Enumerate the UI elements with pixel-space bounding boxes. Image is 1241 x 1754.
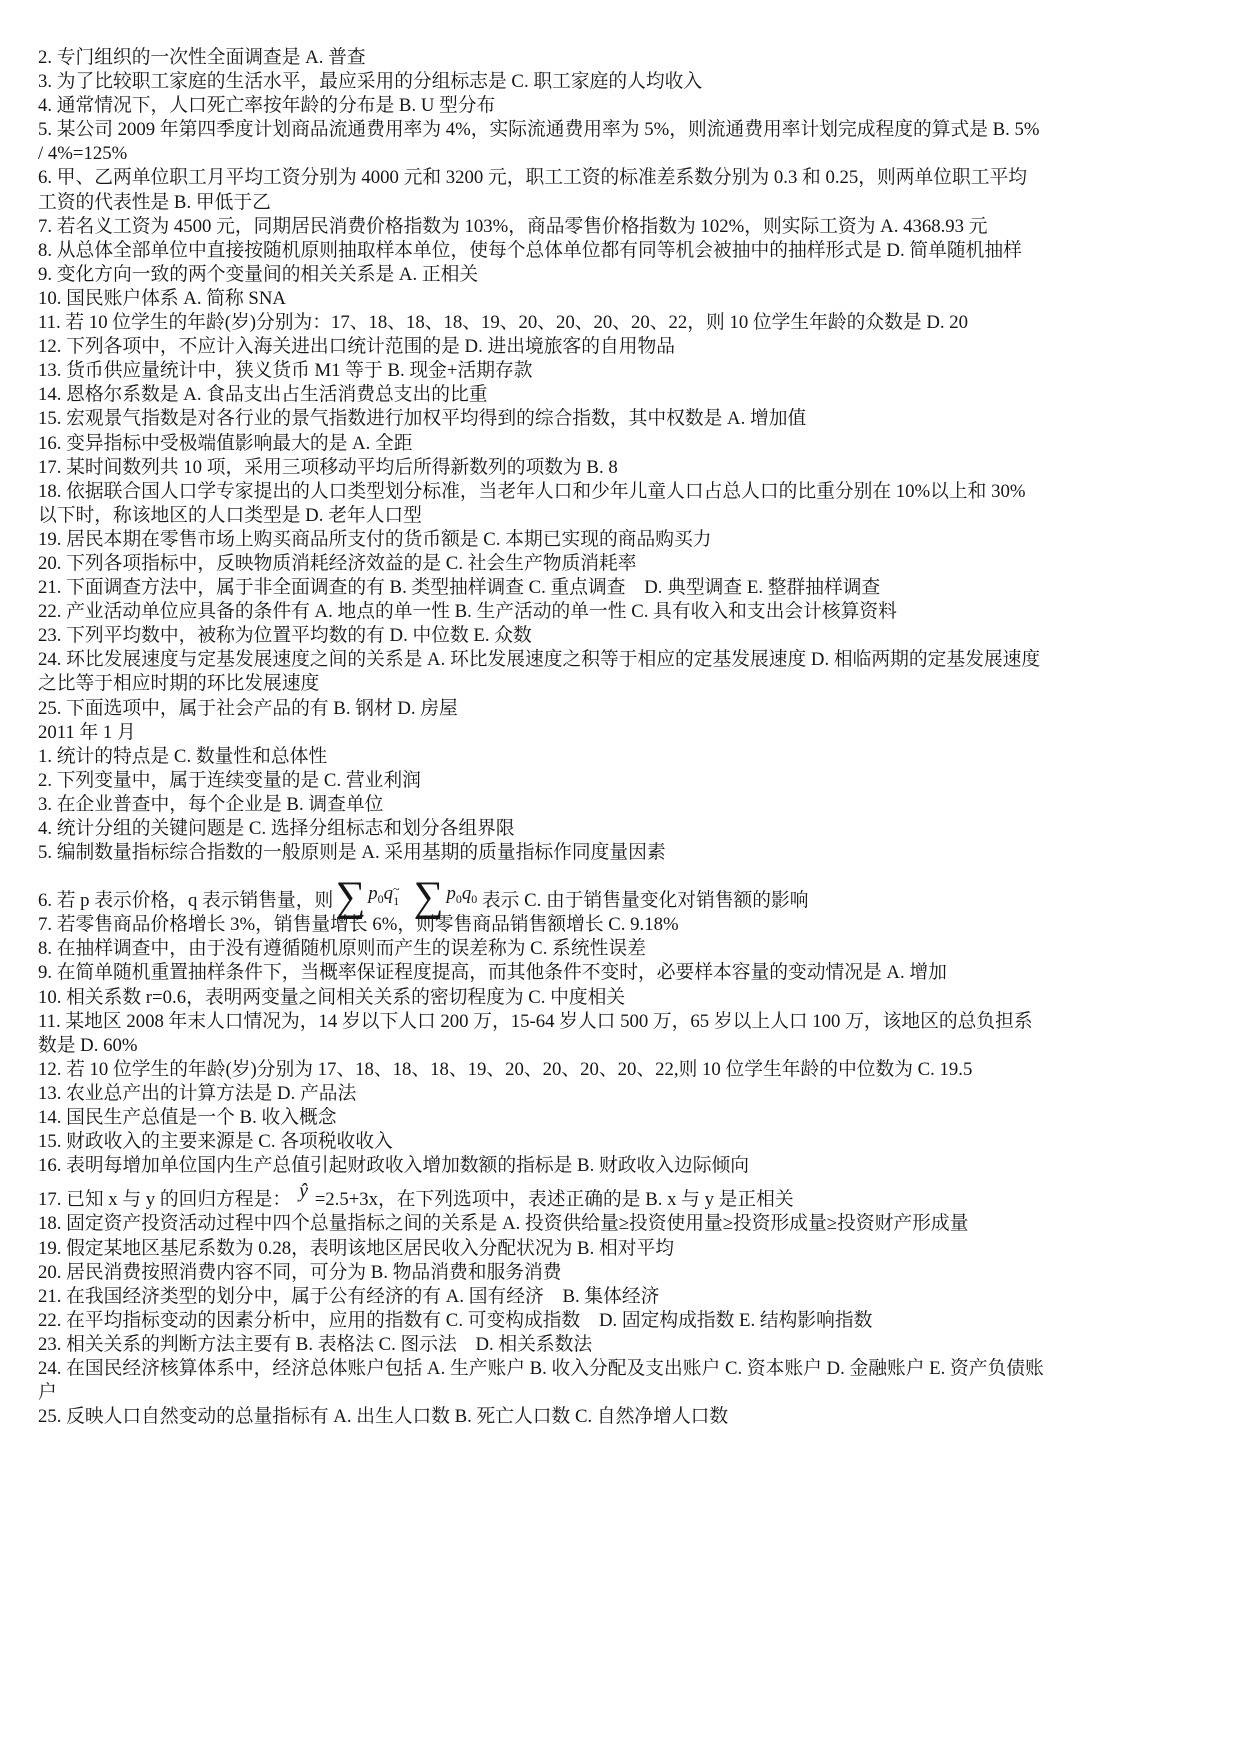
question-item: 2. 专门组织的一次性全面调查是 A. 普查 xyxy=(38,47,366,68)
summation-symbol: ∑ xyxy=(413,874,444,921)
question-item: 14. 国民生产总值是一个 B. 收入概念 xyxy=(38,1107,337,1129)
question-item: 5. 某公司 2009 年第四季度计划商品流通费用率为 4%，实际流通费用率为 5%，则流通费用率计划完成程度的算式是 B. 5% / 4%=125% xyxy=(38,119,1045,165)
question-item: 10. 国民账户体系 A. 简称 SNA xyxy=(38,287,286,309)
formula-subscript: 0 xyxy=(471,892,478,907)
formula-subscript: 1 xyxy=(393,894,400,909)
question-item: 23. 下列平均数中，被称为位置平均数的有 D. 中位数 E. 众数 xyxy=(38,625,532,647)
y-hat-symbol: ŷ xyxy=(299,1180,309,1203)
question-item: 12. 下列各项中，不应计入海关进出口统计范围的是 D. 进出境旅客的自用物品 xyxy=(38,336,675,358)
question-item: 21. 在我国经济类型的划分中，属于公有经济的有 A. 国有经济 B. 集体经济 xyxy=(38,1285,660,1307)
question-item: 6. 甲、乙两单位职工月平均工资分别为 4000 元和 3200 元，职工工资的标准差系数分别为 0.3 和 0.25，则两单位职工平均工资的代表性是 B. 甲低于乙 xyxy=(38,167,1028,213)
question-list-section-1 xyxy=(38,46,1044,721)
question-item: 16. 变异指标中受极端值影响最大的是 A. 全距 xyxy=(38,432,413,454)
question-item: 24. 环比发展速度与定基发展速度之间的关系是 A. 环比发展速度之积等于相应的定基发展速度 D. 相临两期的定基发展速度之比等于相应时期的环比发展速度 xyxy=(38,649,1041,695)
question-item: 2. 下列变量中，属于连续变量的是 C. 营业利润 xyxy=(38,769,421,791)
formula-variable: q xyxy=(383,883,394,905)
document-body xyxy=(38,46,1044,1429)
question-item: 17. 某时间数列共 10 项，采用三项移动平均后所得新数列的项数为 B. 8 xyxy=(38,456,618,478)
question-item-with-formula xyxy=(38,865,1044,921)
formula-superscript: ~ xyxy=(393,882,400,897)
summation-symbol: ∑ xyxy=(335,874,366,921)
question-item: 20. 居民消费按照消费内容不同，可分为 B. 物品消费和服务消费 xyxy=(38,1261,562,1283)
question-item: 1. 统计的特点是 C. 数量性和总体性 xyxy=(38,745,328,767)
question-item: 11. 若 10 位学生的年龄(岁)分别为：17、18、18、18、19、20、20、20、20、22，则 10 位学生年龄的众数是 D. 20 xyxy=(38,312,969,334)
question-item: 15. 宏观景气指数是对各行业的景气指数进行加权平均得到的综合指数，其中权数是 A. 增加值 xyxy=(38,408,807,430)
question-item: 3. 为了比较职工家庭的生活水平，最应采用的分组标志是 C. 职工家庭的人均收入 xyxy=(38,71,703,93)
question-text: 表示 C. 由于销售量变化对销售额的影响 xyxy=(477,890,809,912)
question-item: 15. 财政收入的主要来源是 C. 各项税收收入 xyxy=(38,1131,393,1153)
question-item: 7. 若零售商品价格增长 3%，销售量增长 6%，则零售商品销售额增长 C. 9.18% xyxy=(38,914,679,936)
question-item: 19. 居民本期在零售市场上购买商品所支付的货币额是 C. 本期已实现的商品购买力 xyxy=(38,528,712,550)
question-item: 8. 从总体全部单位中直接按随机原则抽取样本单位，使每个总体单位都有同等机会被抽中的抽样形式是 D. 简单随机抽样 xyxy=(38,239,1022,261)
formula-subscript: 0 xyxy=(377,892,384,907)
question-item: 25. 下面选项中，属于社会产品的有 B. 钢材 D. 房屋 xyxy=(38,697,458,719)
question-item: 16. 表明每增加单位国内生产总值引起财政收入增加数额的指标是 B. 财政收入边际倾向 xyxy=(38,1155,749,1177)
question-item: 7. 若名义工资为 4500 元，同期居民消费价格指数为 103%，商品零售价格指数为 102%，则实际工资为 A. 4368.93 元 xyxy=(38,215,988,237)
question-item: 11. 某地区 2008 年末人口情况为，14 岁以下人口 200 万，15-64 岁人口 500 万，65 岁以上人口 100 万，该地区的总负担系数是 D. 60% xyxy=(38,1010,1033,1056)
formula-script-stack xyxy=(393,883,400,907)
question-item: 19. 假定某地区基尼系数为 0.28，表明该地区居民收入分配状况为 B. 相对平均 xyxy=(38,1237,674,1259)
question-item: 22. 在平均指标变动的因素分析中，应用的指数有 C. 可变构成指数 D. 固定构成指数 E. 结构影响指数 xyxy=(38,1309,873,1331)
question-item: 9. 变化方向一致的两个变量间的相关关系是 A. 正相关 xyxy=(38,263,479,285)
question-item: 13. 货币供应量统计中，狭义货币 M1 等于 B. 现金+活期存款 xyxy=(38,360,533,382)
question-item: 8. 在抽样调查中，由于没有遵循随机原则而产生的误差称为 C. 系统性误差 xyxy=(38,938,646,960)
question-item: 25. 反映人口自然变动的总量指标有 A. 出生人口数 B. 死亡人口数 C. 自然净增人口数 xyxy=(38,1406,729,1428)
formula-variable: p xyxy=(368,883,378,905)
question-item: 23. 相关关系的判断方法主要有 B. 表格法 C. 图示法 D. 相关系数法 xyxy=(38,1333,593,1355)
question-item: 5. 编制数量指标综合指数的一般原则是 A. 采用基期的质量指标作同度量因素 xyxy=(38,842,666,864)
formula-subscript: 0 xyxy=(455,892,462,907)
formula-term xyxy=(446,885,477,905)
question-item: 18. 依据联合国人口学专家提出的人口类型划分标准，当老年人口和少年儿童人口占总人口的比重分别在 10%以上和 30%以下时，称该地区的人口类型是 D. 老年人口型 xyxy=(38,480,1026,526)
question-item: 14. 恩格尔系数是 A. 食品支出占生活消费总支出的比重 xyxy=(38,384,488,406)
question-item-with-formula xyxy=(38,1178,1044,1212)
question-item: 21. 下面调查方法中，属于非全面调查的有 B. 类型抽样调查 C. 重点调查 D. 典型调查 E. 整群抽样调查 xyxy=(38,577,881,599)
question-item: 4. 通常情况下，人口死亡率按年龄的分布是 B. U 型分布 xyxy=(38,95,496,117)
question-text: =2.5+3x，在下列选项中，表述正确的是 B. x 与 y 是正相关 xyxy=(310,1189,794,1211)
question-text: 6. 若 p 表示价格，q 表示销售量，则 xyxy=(38,890,334,912)
question-list-section-2 xyxy=(38,745,1044,1430)
question-item: 20. 下列各项指标中，反映物质消耗经济效益的是 C. 社会生产物质消耗率 xyxy=(38,552,637,574)
section-heading: 2011 年 1 月 xyxy=(38,721,136,743)
question-item: 3. 在企业普查中，每个企业是 B. 调查单位 xyxy=(38,793,384,815)
question-item: 9. 在简单随机重置抽样条件下，当概率保证程度提高，而其他条件不变时，必要样本容量的变动情况是 A. 增加 xyxy=(38,962,947,984)
question-item: 24. 在国民经济核算体系中，经济总体账户包括 A. 生产账户 B. 收入分配及支出账户 C. 资本账户 D. 金融账户 E. 资产负债账户 xyxy=(38,1357,1044,1404)
question-item: 10. 相关系数 r=0.6，表明两变量之间相关关系的密切程度为 C. 中度相关 xyxy=(38,986,626,1008)
question-text: 17. 已知 x 与 y 的回归方程是： xyxy=(38,1189,292,1211)
formula-variable: p xyxy=(446,883,456,905)
question-item: 18. 固定资产投资活动过程中四个总量指标之间的关系是 A. 投资供给量≥投资使用量≥投资形成量≥投资财产形成量 xyxy=(38,1213,969,1235)
question-item: 13. 农业总产出的计算方法是 D. 产品法 xyxy=(38,1082,357,1104)
question-item: 22. 产业活动单位应具备的条件有 A. 地点的单一性 B. 生产活动的单一性 C. 具有收入和支出会计核算资料 xyxy=(38,601,897,623)
question-item: 12. 若 10 位学生的年龄(岁)分别为 17、18、18、18、19、20、20、20、20、22,则 10 位学生年龄的中位数为 C. 19.5 xyxy=(38,1058,973,1080)
formula-term xyxy=(368,883,399,907)
formula-variable: q xyxy=(461,883,472,905)
question-item: 4. 统计分组的关键问题是 C. 选择分组标志和划分各组界限 xyxy=(38,818,515,839)
